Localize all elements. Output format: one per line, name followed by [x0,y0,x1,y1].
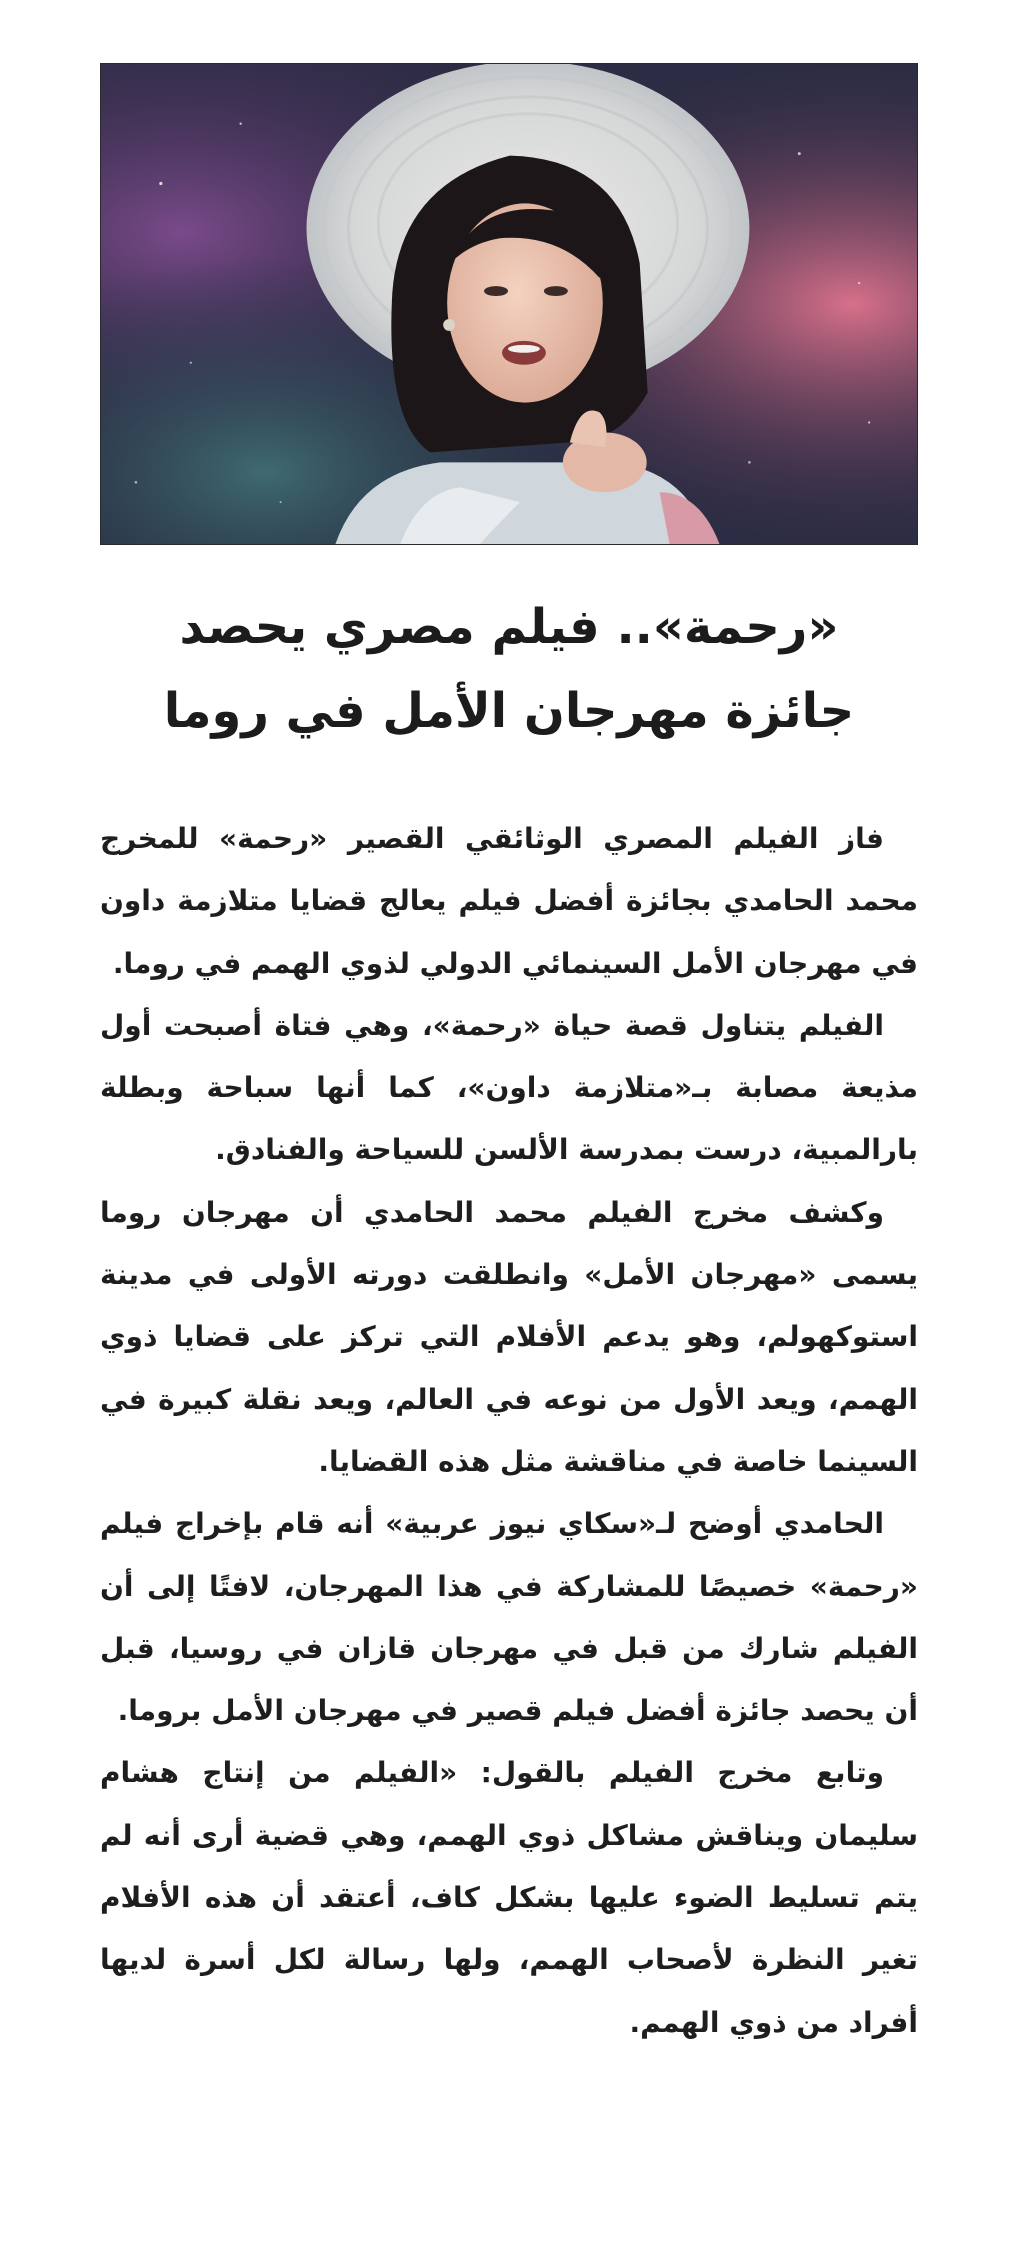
article-paragraph-5: وتابع مخرج الفيلم بالقول: «الفيلم من إنتاج هشام سليمان ويناقش مشاكل ذوي الهمم، وهي قضية أرى أنه لم يتم تسليط الضوء عليها بشكل كاف، أعتقد أن هذه الأفلام تغير النظرة لأصحاب الهمم، ولها رسالة لكل أسرة لديها أفراد من ذوي الهمم. [100,1756,918,2039]
article-paragraph-2: الفيلم يتناول قصة حياة «رحمة»، وهي فتاة أصبحت أول مذيعة مصابة بـ«متلازمة داون»، كما أنها سباحة وبطلة بارالمبية، درست بمدرسة الألسن للسياحة والفنادق. [100,1008,918,1167]
article-photo [100,63,918,545]
article-body [100,808,918,2054]
article-headline [100,585,918,753]
headline-line-2: جائزة مهرجان الأمل في روما [163,683,855,739]
article-paragraph-1: فاز الفيلم المصري الوثائقي القصير «رحمة» للمخرج محمد الحامدي بجائزة أفضل فيلم يعالج قضايا متلازمة داون في مهرجان الأمل السينمائي الدولي لذوي الهمم في روما. [100,822,918,980]
photo-illustration [101,64,917,544]
headline-line-1: «رحمة».. فيلم مصري يحصد [179,599,839,655]
article-paragraph-3: وكشف مخرج الفيلم محمد الحامدي أن مهرجان روما يسمى «مهرجان الأمل» وانطلقت دورته الأولى في مدينة استوكهولم، وهو يدعم الأفلام التي تركز على قضايا ذوي الهمم، ويعد الأول من نوعه في العالم، ويعد نقلة كبيرة في السينما خاصة في مناقشة مثل هذه القضايا. [100,1195,918,1478]
article-paragraph-4: الحامدي أوضح لـ«سكاي نيوز عربية» أنه قام بإخراج فيلم «رحمة» خصيصًا للمشاركة في هذا المهرجان، لافتًا إلى أن الفيلم شارك من قبل في مهرجان قازان في روسيا، قبل أن يحصد جائزة أفضل فيلم قصير في مهرجان الأمل بروما. [100,1507,918,1728]
